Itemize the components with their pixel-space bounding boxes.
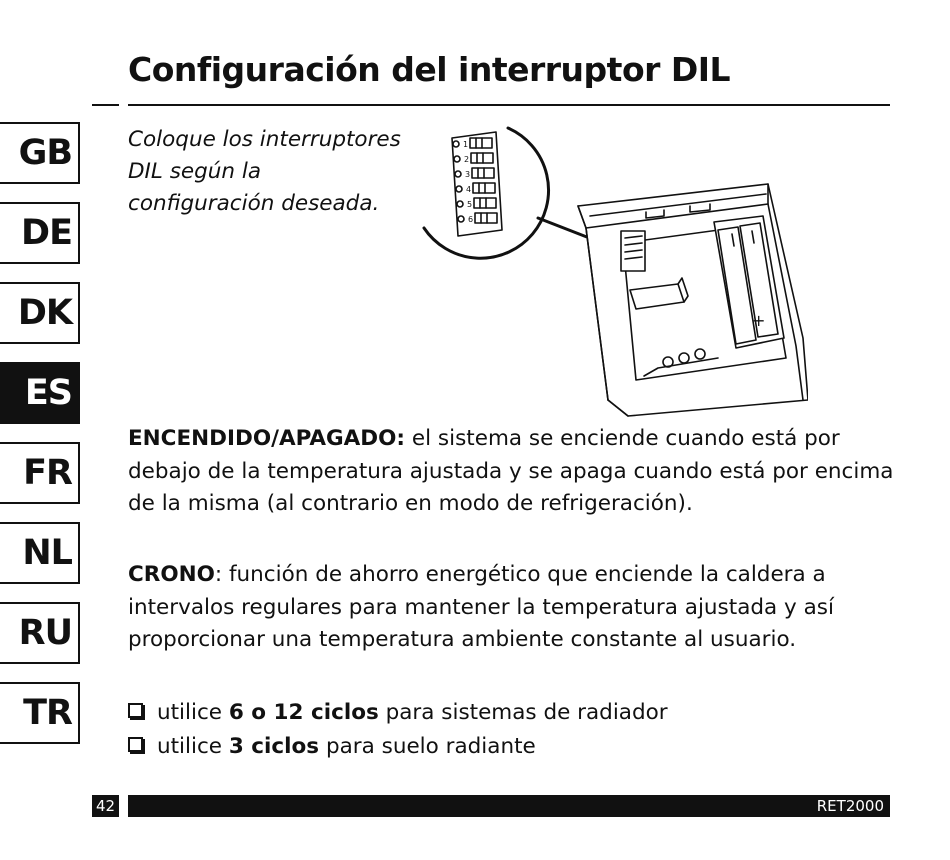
magnifier-detail <box>424 128 549 258</box>
language-tab-nl[interactable]: NL <box>0 522 80 584</box>
switch-number: 1 <box>463 140 469 149</box>
option-text: para suelo radiante <box>319 734 536 759</box>
header-rule-short <box>92 104 119 106</box>
language-tab-tr[interactable]: TR <box>0 682 80 744</box>
on-off-term: ENCENDIDO/APAGADO: <box>128 426 406 451</box>
switch-number: 6 <box>468 215 474 224</box>
language-tab-de[interactable]: DE <box>0 202 80 264</box>
language-tab-es[interactable]: ES <box>0 362 80 424</box>
model-name: RET2000 <box>816 797 884 815</box>
crono-description <box>128 559 898 657</box>
caption-line: configuración deseada. <box>128 191 380 216</box>
language-tab-gb[interactable]: GB <box>0 122 80 184</box>
thermostat-dil-figure <box>418 118 808 423</box>
on-off-text: el sistema se enciende cuando está por debajo de la temperatura ajustada y se apaga cuando está por encima de la misma (al contrario en modo de refrigeración). <box>128 426 894 516</box>
checkbox-bullet-icon <box>128 703 143 718</box>
switch-number: 5 <box>467 200 473 209</box>
list-item <box>128 730 668 764</box>
footer-bar <box>128 795 890 817</box>
language-tab-fr[interactable]: FR <box>0 442 80 504</box>
figure-caption <box>128 124 428 220</box>
option-emphasis: 6 o 12 ciclos <box>228 700 379 725</box>
option-emphasis: 3 ciclos <box>228 734 320 759</box>
language-tab-dk[interactable]: DK <box>0 282 80 344</box>
page-title: Configuración del interruptor DIL <box>128 50 731 89</box>
battery-plus-label: + <box>752 311 766 330</box>
language-tab-ru[interactable]: RU <box>0 602 80 664</box>
switch-number: 2 <box>464 155 470 164</box>
switch-number: 3 <box>465 170 471 179</box>
checkbox-bullet-icon <box>128 737 143 752</box>
page-number: 42 <box>92 795 119 817</box>
option-text: para sistemas de radiador <box>378 700 668 725</box>
caption-line: Coloque los interruptores <box>128 127 401 152</box>
on-off-description <box>128 423 898 521</box>
cycle-options-list <box>128 696 668 764</box>
option-text: utilice <box>157 700 229 725</box>
option-text: utilice <box>157 734 229 759</box>
caption-line: DIL según la <box>128 159 262 184</box>
header-rule <box>128 104 890 106</box>
list-item <box>128 696 668 730</box>
crono-term: CRONO <box>128 562 215 587</box>
switch-number: 4 <box>466 185 472 194</box>
crono-text: : función de ahorro energético que enciende la caldera a intervalos regulares para mantener la temperatura ajustada y así proporcionar una temperatura ambiente constante al usuario. <box>128 562 834 652</box>
